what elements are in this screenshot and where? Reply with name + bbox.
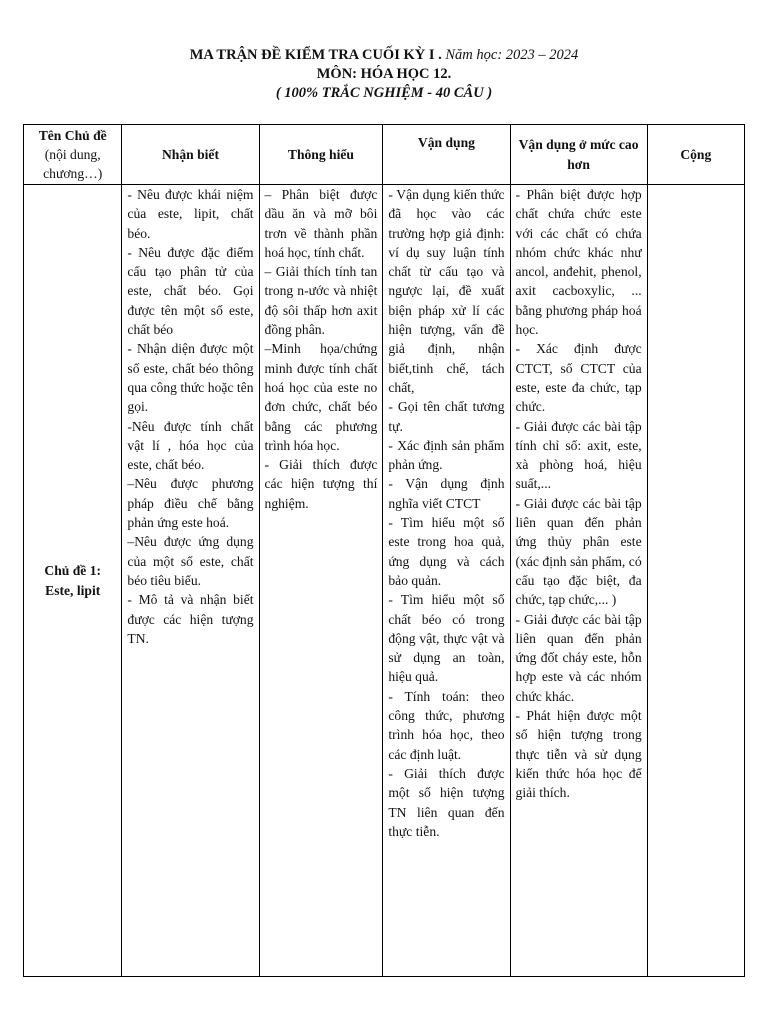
matrix-table <box>23 124 745 977</box>
list-item: - Giải được các bài tập tính chỉ số: axit, este, xà phòng hoá, hiệu suất,... <box>515 418 642 492</box>
topic-cell: Chủ đề 1: Este, lipit <box>24 185 122 977</box>
list-item: - Nhận diện được một số este, chất béo thông qua công thức hoặc tên gọi. <box>127 341 254 415</box>
list-item: - Tính toán: theo công thức, phương trình hóa học, theo các định luật. <box>388 688 505 762</box>
list-item: –Nêu được phương pháp điều chế bằng phản ứng este hoá. <box>127 476 254 531</box>
col-van-dung-header: Vận dụng <box>383 125 510 185</box>
list-item: - Vận dụng kiến thức đã học vào các trường hợp giả định: ví dụ suy luận tính chất từ cấu tạo và ngược lại, đề xuất biện pháp xử lí các hiện tượng, vấn đề giả định, nhận biết,tinh chế, tách chất, <box>388 187 505 395</box>
list-item: - Phân biệt được hợp chất chứa chức este với các chất có chứa nhóm chức khác như ancol, anđehit, phenol, axit cacboxylic, ... bằng phương pháp hoá học. <box>515 187 642 338</box>
list-item: –Nêu được ứng dụng của một số este, chất béo tiêu biểu. <box>127 534 254 588</box>
van-dung-cao-cell <box>510 185 647 977</box>
list-item: - Giải thích được một số hiện tượng TN liên quan đến thực tiễn. <box>388 765 505 839</box>
list-item: - Tìm hiểu một số este trong hoa quả, ứng dụng và cách bảo quản. <box>388 515 505 588</box>
list-item: - Tìm hiểu một số chất béo có trong động vật, thực vật và sử dụng an toàn, hiệu quả. <box>388 592 505 685</box>
list-item: - Nêu được khái niệm của este, lipit, chất béo. <box>127 187 254 241</box>
col-cong-header: Cộng <box>647 125 744 185</box>
list-item: - Giải được các bài tập liên quan đến phản ứng đốt cháy este, hỗn hợp este và các nhóm chức khác. <box>515 611 642 704</box>
thong-hieu-cell <box>259 185 383 977</box>
list-item: - Xác định sản phẩm phản ứng. <box>388 437 505 473</box>
subject-line: MÔN: HÓA HỌC 12. <box>316 66 452 82</box>
list-item: - Giải được các bài tập liên quan đến phản ứng thủy phân este (xác định sản phẩm, có cấu tạo đặc biệt, đa chức, tạp chức,... ) <box>515 495 642 608</box>
list-item: – Giải thích tính tan trong n-ước và nhiệt độ sôi thấp hơn axit đồng phân. <box>264 264 378 338</box>
list-item: - Mô tả và nhận biết được các hiện tượng TN. <box>127 592 254 646</box>
col-topic-header: Tên Chủ đề (nội dung, chương…) <box>24 125 122 185</box>
cong-cell <box>647 185 744 977</box>
list-item: - Gọi tên chất tương tự. <box>388 399 505 434</box>
document-header <box>0 46 768 103</box>
title-main: MA TRẬN ĐỀ KIỂM TRA CUỐI KỲ I . <box>189 47 442 63</box>
list-item: – Phân biệt được dầu ăn và mỡ bôi trơn về thành phần hoá học, tính chất. <box>264 187 378 260</box>
school-year: Năm học: 2023 – 2024 <box>445 47 579 63</box>
list-item: - Vận dụng định nghĩa viết CTCT <box>388 476 505 511</box>
col-thong-hieu-header: Thông hiểu <box>259 125 383 185</box>
table-row <box>24 185 745 977</box>
list-item: - Nêu được đặc điểm cấu tạo phân tử của este, chất béo. Gọi được tên một số este, chất béo <box>127 244 254 338</box>
list-item: - Phát hiện được một số hiện tượng trong thực tiễn và sử dụng kiến thức hóa học để giải thích. <box>515 708 642 801</box>
title-line-1 <box>0 46 768 65</box>
nhan-biet-cell <box>122 185 259 977</box>
list-item: - Giải thích được các hiện tượng thí nghiệm. <box>264 457 378 511</box>
list-item: -Nêu được tính chất vật lí , hóa học của este, chất béo. <box>127 418 254 473</box>
exam-format-line: ( 100% TRẮC NGHIỆM - 40 CÂU ) <box>275 85 493 101</box>
list-item: –Minh họa/chứng minh được tính chất hoá học của este no đơn chức, chất béo bằng các phương trình hóa học. <box>264 341 378 453</box>
list-item: - Xác định được CTCT, số CTCT của este, este đa chức, tạp chức. <box>515 341 642 415</box>
col-van-dung-cao-header: Vận dụng ở mức cao hơn <box>510 125 647 185</box>
col-nhan-biet-header: Nhận biết <box>122 125 259 185</box>
table-header-row <box>24 125 745 185</box>
van-dung-cell <box>383 185 510 977</box>
